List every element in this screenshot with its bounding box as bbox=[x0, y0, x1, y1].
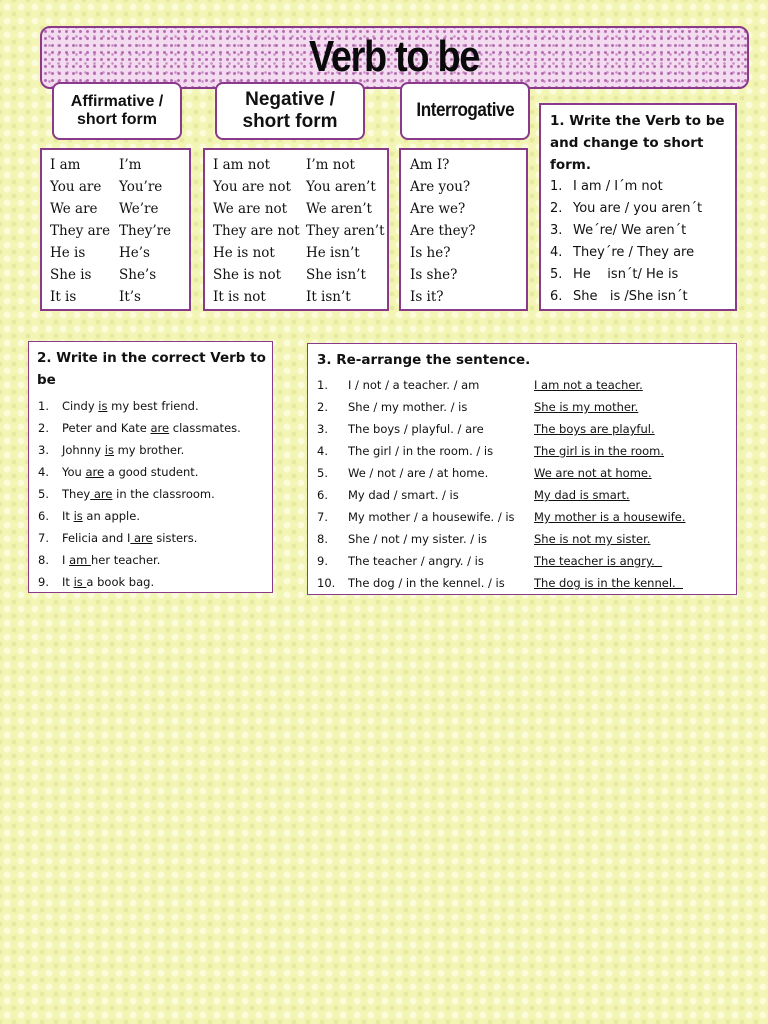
exercise3-item bbox=[308, 484, 738, 506]
sentence-end: her teacher. bbox=[90, 553, 161, 567]
sentence-start: You bbox=[62, 465, 86, 479]
affirmative-form: It is bbox=[50, 289, 77, 305]
negative-panel bbox=[203, 148, 389, 311]
interrogative-label-text: Interrogative bbox=[416, 100, 514, 122]
affirmative-form: We are bbox=[50, 201, 98, 217]
scrambled-prompt: We / not / are / at home. bbox=[348, 466, 489, 480]
exercise2-item bbox=[29, 395, 274, 417]
verb-answer: is bbox=[98, 399, 108, 413]
verb-answer: are bbox=[85, 465, 105, 479]
scrambled-prompt: She / not / my sister. / is bbox=[348, 532, 487, 546]
sentence-start: Johnny bbox=[62, 443, 105, 457]
scrambled-prompt: The dog / in the kennel. / is bbox=[348, 576, 505, 590]
sentence-start: They bbox=[62, 487, 91, 501]
exercise1-title-line1: 1. Write the Verb to be bbox=[550, 113, 725, 129]
interrogative-form: Is it? bbox=[410, 289, 444, 305]
item-number: 5. bbox=[317, 466, 328, 480]
affirmative-short-form: She’s bbox=[119, 267, 157, 283]
exercise2-item bbox=[29, 461, 274, 483]
page-title: Verb to be bbox=[308, 32, 480, 81]
negative-short-column bbox=[306, 154, 385, 308]
exercise2-item bbox=[29, 527, 274, 549]
item-number: 4. bbox=[317, 444, 328, 458]
exercise3-item bbox=[308, 462, 738, 484]
affirmative-form: You are bbox=[50, 179, 102, 195]
negative-short-form: You aren’t bbox=[306, 179, 376, 195]
exercise3-item bbox=[308, 550, 738, 572]
exercise3-item bbox=[308, 396, 738, 418]
interrogative-column bbox=[410, 154, 475, 308]
negative-short-form: I’m not bbox=[306, 157, 355, 173]
sentence-end: in the classroom. bbox=[112, 487, 215, 501]
negative-form: I am not bbox=[213, 157, 271, 173]
sentence-end: an apple. bbox=[82, 509, 140, 523]
affirmative-panel bbox=[40, 148, 191, 311]
exercise3-item bbox=[308, 374, 738, 396]
affirmative-label-line1: Affirmative / bbox=[70, 92, 164, 110]
verb-answer: is bbox=[73, 509, 83, 523]
scrambled-prompt: The teacher / angry. / is bbox=[348, 554, 484, 568]
sentence-answer: I am not a teacher. bbox=[534, 378, 643, 392]
item-number: 4. bbox=[38, 465, 49, 479]
interrogative-form: Is she? bbox=[410, 267, 458, 283]
affirmative-long-column bbox=[50, 154, 110, 308]
affirmative-form: He is bbox=[50, 245, 86, 261]
exercise2-item bbox=[29, 439, 274, 461]
exercise3-list bbox=[308, 374, 738, 594]
affirmative-short-form: They’re bbox=[119, 223, 172, 239]
sentence-end: classmates. bbox=[169, 421, 241, 435]
item-sentence bbox=[62, 549, 160, 571]
interrogative-form: Are you? bbox=[410, 179, 471, 195]
affirmative-form: They are bbox=[50, 223, 111, 239]
sentence-end: a book bag. bbox=[86, 575, 155, 589]
negative-short-form: We aren’t bbox=[306, 201, 372, 217]
affirmative-label-line2: short form bbox=[77, 111, 157, 128]
affirmative-short-column bbox=[119, 154, 171, 308]
exercise2-list bbox=[29, 395, 274, 593]
exercise1-title-line3: form. bbox=[550, 157, 592, 173]
verb-answer: are bbox=[90, 487, 113, 501]
item-sentence bbox=[62, 417, 241, 439]
scrambled-prompt: My dad / smart. / is bbox=[348, 488, 459, 502]
item-sentence bbox=[62, 461, 198, 483]
affirmative-short-form: You’re bbox=[119, 179, 163, 195]
exercise2-title-line2: be bbox=[37, 372, 56, 388]
sentence-answer: We are not at home. bbox=[534, 466, 652, 480]
item-sentence bbox=[62, 439, 184, 461]
exercise2-item bbox=[29, 571, 274, 593]
exercise3-title: 3. Re-arrange the sentence. bbox=[317, 352, 531, 368]
item-number: 7. bbox=[317, 510, 328, 524]
item-number: 3. bbox=[317, 422, 328, 436]
exercise2-item bbox=[29, 483, 274, 505]
interrogative-form: Is he? bbox=[410, 245, 451, 261]
interrogative-label bbox=[400, 82, 530, 140]
negative-label-line2: short form bbox=[242, 111, 338, 132]
item-sentence bbox=[62, 527, 197, 549]
item-sentence bbox=[62, 483, 215, 505]
item-number: 9. bbox=[38, 575, 49, 589]
item-number: 1. bbox=[317, 378, 328, 392]
sentence-answer: The dog is in the kennel. bbox=[534, 576, 683, 590]
item-number: 10. bbox=[317, 576, 336, 590]
sentence-end: a good student. bbox=[104, 465, 199, 479]
negative-short-form: It isn’t bbox=[306, 289, 351, 305]
verb-answer: is bbox=[104, 443, 114, 457]
affirmative-short-form: It’s bbox=[119, 289, 141, 305]
item-text: They´re / They are bbox=[573, 245, 695, 260]
item-number: 8. bbox=[38, 553, 49, 567]
item-number: 5. bbox=[38, 487, 49, 501]
verb-answer: is bbox=[73, 575, 87, 589]
scrambled-prompt: The boys / playful. / are bbox=[348, 422, 484, 436]
item-sentence bbox=[62, 571, 154, 593]
negative-form: She is not bbox=[213, 267, 282, 283]
item-number: 6. bbox=[38, 509, 49, 523]
sentence-end: sisters. bbox=[152, 531, 198, 545]
scrambled-prompt: The girl / in the room. / is bbox=[348, 444, 494, 458]
verb-answer: are bbox=[130, 531, 153, 545]
item-number: 9. bbox=[317, 554, 328, 568]
exercise3-item bbox=[308, 440, 738, 462]
negative-short-form: He isn’t bbox=[306, 245, 360, 261]
sentence-end: my best friend. bbox=[107, 399, 199, 413]
interrogative-form: Are they? bbox=[410, 223, 476, 239]
item-text: He isn´t/ He is bbox=[573, 267, 679, 282]
sentence-answer: The girl is in the room. bbox=[534, 444, 665, 458]
affirmative-form: I am bbox=[50, 157, 81, 173]
sentence-start: It bbox=[62, 509, 74, 523]
verb-answer: are bbox=[150, 421, 170, 435]
item-number: 6. bbox=[317, 488, 328, 502]
affirmative-form: She is bbox=[50, 267, 92, 283]
negative-form: You are not bbox=[213, 179, 291, 195]
negative-short-form: She isn’t bbox=[306, 267, 366, 283]
negative-label-line1: Negative / bbox=[245, 89, 335, 111]
scrambled-prompt: I / not / a teacher. / am bbox=[348, 378, 480, 392]
exercise3-item bbox=[308, 528, 738, 550]
exercise2-item bbox=[29, 505, 274, 527]
sentence-start: Felicia and I bbox=[62, 531, 131, 545]
exercise2-title-line1: 2. Write in the correct Verb to bbox=[37, 350, 266, 366]
negative-form: It is not bbox=[213, 289, 266, 305]
item-text: We´re/ We aren´t bbox=[573, 223, 687, 238]
item-sentence bbox=[62, 505, 140, 527]
negative-long-column bbox=[213, 154, 300, 308]
interrogative-form: Are we? bbox=[410, 201, 466, 217]
item-text: She is /She isn´t bbox=[573, 289, 688, 304]
negative-form: He is not bbox=[213, 245, 275, 261]
item-number: 2. bbox=[38, 421, 49, 435]
item-text: I am / I´m not bbox=[573, 179, 663, 194]
interrogative-panel bbox=[399, 148, 528, 311]
item-number: 1. bbox=[38, 399, 49, 413]
scrambled-prompt: She / my mother. / is bbox=[348, 400, 468, 414]
verb-answer: am bbox=[69, 553, 91, 567]
affirmative-short-form: He’s bbox=[119, 245, 150, 261]
exercise1-title-line2: and change to short bbox=[550, 135, 704, 151]
affirmative-short-form: We’re bbox=[119, 201, 159, 217]
sentence-start: Peter and Kate bbox=[62, 421, 151, 435]
sentence-answer: My mother is a housewife. bbox=[534, 510, 686, 524]
exercise1-panel bbox=[539, 103, 737, 311]
sentence-answer: The boys are playful. bbox=[534, 422, 655, 436]
item-number: 4. bbox=[550, 245, 563, 260]
exercise2-item bbox=[29, 417, 274, 439]
item-number: 6. bbox=[550, 289, 563, 304]
item-number: 7. bbox=[38, 531, 49, 545]
sentence-answer: She is not my sister. bbox=[534, 532, 651, 546]
exercise3-item bbox=[308, 572, 738, 594]
negative-label bbox=[215, 82, 365, 140]
item-number: 2. bbox=[317, 400, 328, 414]
item-number: 1. bbox=[550, 179, 563, 194]
sentence-start: I bbox=[62, 553, 70, 567]
item-number: 5. bbox=[550, 267, 563, 282]
sentence-start: It bbox=[62, 575, 74, 589]
sentence-end: my brother. bbox=[113, 443, 185, 457]
sentence-answer: My dad is smart. bbox=[534, 488, 630, 502]
item-number: 3. bbox=[550, 223, 563, 238]
sentence-answer: The teacher is angry. bbox=[534, 554, 663, 568]
item-number: 8. bbox=[317, 532, 328, 546]
exercise3-panel bbox=[307, 343, 737, 595]
sentence-start: Cindy bbox=[62, 399, 99, 413]
scrambled-prompt: My mother / a housewife. / is bbox=[348, 510, 515, 524]
negative-short-form: They aren’t bbox=[306, 223, 385, 239]
exercise3-item bbox=[308, 506, 738, 528]
exercise2-item bbox=[29, 549, 274, 571]
item-sentence bbox=[62, 395, 199, 417]
sentence-answer: She is my mother. bbox=[534, 400, 639, 414]
negative-form: They are not bbox=[213, 223, 300, 239]
exercise2-panel bbox=[28, 341, 273, 593]
affirmative-label bbox=[52, 82, 182, 140]
affirmative-short-form: I’m bbox=[119, 157, 142, 173]
item-text: You are / you aren´t bbox=[573, 201, 703, 216]
item-number: 3. bbox=[38, 443, 49, 457]
negative-form: We are not bbox=[213, 201, 288, 217]
interrogative-form: Am I? bbox=[410, 157, 450, 173]
item-number: 2. bbox=[550, 201, 563, 216]
exercise3-item bbox=[308, 418, 738, 440]
